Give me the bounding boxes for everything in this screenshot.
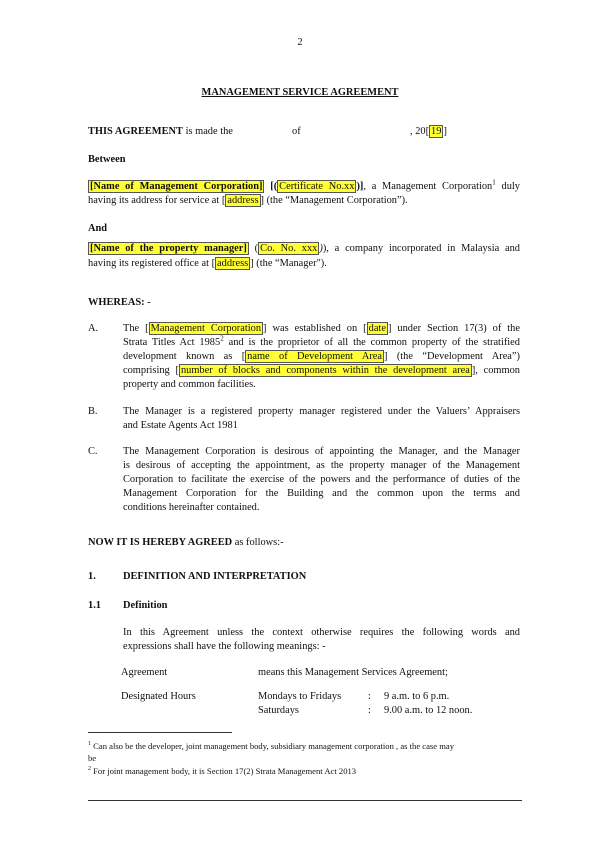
party2-address: address [217,258,249,269]
recital-a-l2-b: and is the proprietor of all the common property of the stratified [223,337,520,348]
footnote-1-line1: Can also be the developer, joint management body, subsidiary management corporation , as the case may [91,741,455,751]
party2-co-close: ) [319,243,323,254]
hours-row2-sep: : [368,705,371,716]
party1-line1 [88,180,520,194]
recital-a-l1-a: The [ [123,323,149,334]
recital-a-dev-name: name of Development Area [247,351,383,362]
party1-tail: duly [495,181,520,192]
footnote-ref-1: 1 [492,178,496,187]
footnote-2-line1: For joint management body, it is Section 17(2) Strata Management Act 2013 [91,766,357,776]
section1-1-number: 1.1 [88,600,101,611]
party1-name: [Name of Management Corporation] [90,181,263,192]
def-term-agreement: Agreement [121,667,168,678]
section1-title: DEFINITION AND INTERPRETATION [123,571,307,582]
between-label: Between [88,154,126,165]
definition-intro-line1: In this Agreement unless the context otherwise requires the following words and [123,627,520,638]
section1-1-title: Definition [123,600,168,611]
party1-address: address [227,195,259,206]
agreed-bold: NOW IT IS HEREBY AGREED [88,537,233,548]
party1-line2-a: having its address for service at [ [88,195,226,206]
recital-c-letter: C. [88,446,98,457]
party1-mid: , a Management Corporation [363,181,493,192]
recital-a-blocks: number of blocks and components within the development area [180,365,470,376]
definition-intro-line2: expressions shall have the following meanings: - [123,641,326,652]
recital-a-letter: A. [88,323,99,334]
hours-row2-day: Saturdays [258,705,299,716]
recital-c-line1: The Management Corporation is desirous of appointing the Manager, and the Manager [123,446,520,457]
party2-tail: ), a company incorporated in Malaysia and [322,243,521,254]
hours-row2-time: 9.00 a.m. to 12 noon. [384,705,473,716]
recital-a-l1-c: ] under Section 17(3) of the [387,323,520,334]
intro-lead-rest: is made the [182,126,233,137]
party2-name: [Name of the property manager] [90,243,247,254]
recital-c-line5: conditions hereinafter contained. [123,502,260,513]
party1-line2-b: ] (the “Management Corporation”). [260,195,408,206]
def-term-hours: Designated Hours [121,691,196,702]
party1-line2 [88,194,520,208]
def-meaning-agreement: means this Management Services Agreement; [258,667,448,678]
agreed-clause [88,536,284,550]
whereas-label: WHEREAS: - [88,297,151,308]
recital-a-line3 [123,350,520,364]
intro-of: of [292,126,301,137]
party2-line2-a: having its registered office at [ [88,258,216,269]
recital-a-line5: property and common facilities. [123,379,256,390]
recital-a-line4 [123,364,520,378]
agreed-rest: as follows:- [232,537,284,548]
recital-a-l2-a: Strata Titles Act 1985 [123,337,221,348]
recital-c-line4: Management Corporation for the Building and the common upon the terms and [123,488,520,499]
agreement-intro [88,125,528,139]
recital-a-l3-b: ] (the “Development Area”) [384,351,520,362]
hours-row1-time: 9 a.m. to 6 p.m. [384,691,450,702]
recital-a-mc: Management Corporation [150,323,262,334]
recital-c-line2: is desirous of accepting the appointment, as the property manager of the Management [123,460,520,471]
year-highlight: 19 [431,126,442,137]
hours-row1-sep: : [368,691,371,702]
party1-cert-close: )] [356,181,364,192]
recital-a-line2 [123,336,520,350]
footnote-2-number: 2 [88,766,91,773]
footnote-ref-2: 2 [220,334,224,343]
footnote-1-number: 1 [88,741,91,748]
recital-a-l1-b: ] was established on [ [263,323,367,334]
recital-b-line2: and Estate Agents Act 1981 [123,420,238,431]
document-title: MANAGEMENT SERVICE AGREEMENT [201,87,399,98]
recital-a-l4-b: ], common [471,365,520,376]
party1-cert-open: [( [270,181,278,192]
intro-lead: THIS AGREEMENT [88,126,183,137]
page-footer-rule [88,800,522,801]
recital-c-line3: Corporation to facilitate the exercise of the powers and the performance of duties of the [123,474,520,485]
section1-number: 1. [88,571,96,582]
recital-a-l4-a: comprising [ [123,365,179,376]
recital-a-line1 [123,322,520,336]
and-label: And [88,223,108,234]
party1-cert: Certificate No.xx [279,181,355,192]
recital-b-letter: B. [88,406,98,417]
party2-line1 [88,242,520,256]
footnote-1-line2: be [88,753,97,763]
party2-line2 [88,257,520,271]
page-number: 2 [297,37,303,48]
party2-co-open: ( [248,243,259,254]
party2-line2-b: ] (the “Manager"). [250,258,327,269]
year-suffix: ] [443,126,447,137]
recital-a-date: date [368,323,386,334]
footnote-2 [88,765,528,777]
footnote-1 [88,740,528,752]
recital-b-line1: The Manager is a registered property manager registered under the Valuers’ Appraisers [123,406,520,417]
intro-year [410,125,447,139]
party2-co: Co. No. xxx [260,243,318,254]
footnote-separator [88,732,232,733]
recital-a-l3-a: development known as [ [123,351,246,362]
hours-row1-day: Mondays to Fridays [258,691,342,702]
year-prefix: , 20[ [410,126,430,137]
